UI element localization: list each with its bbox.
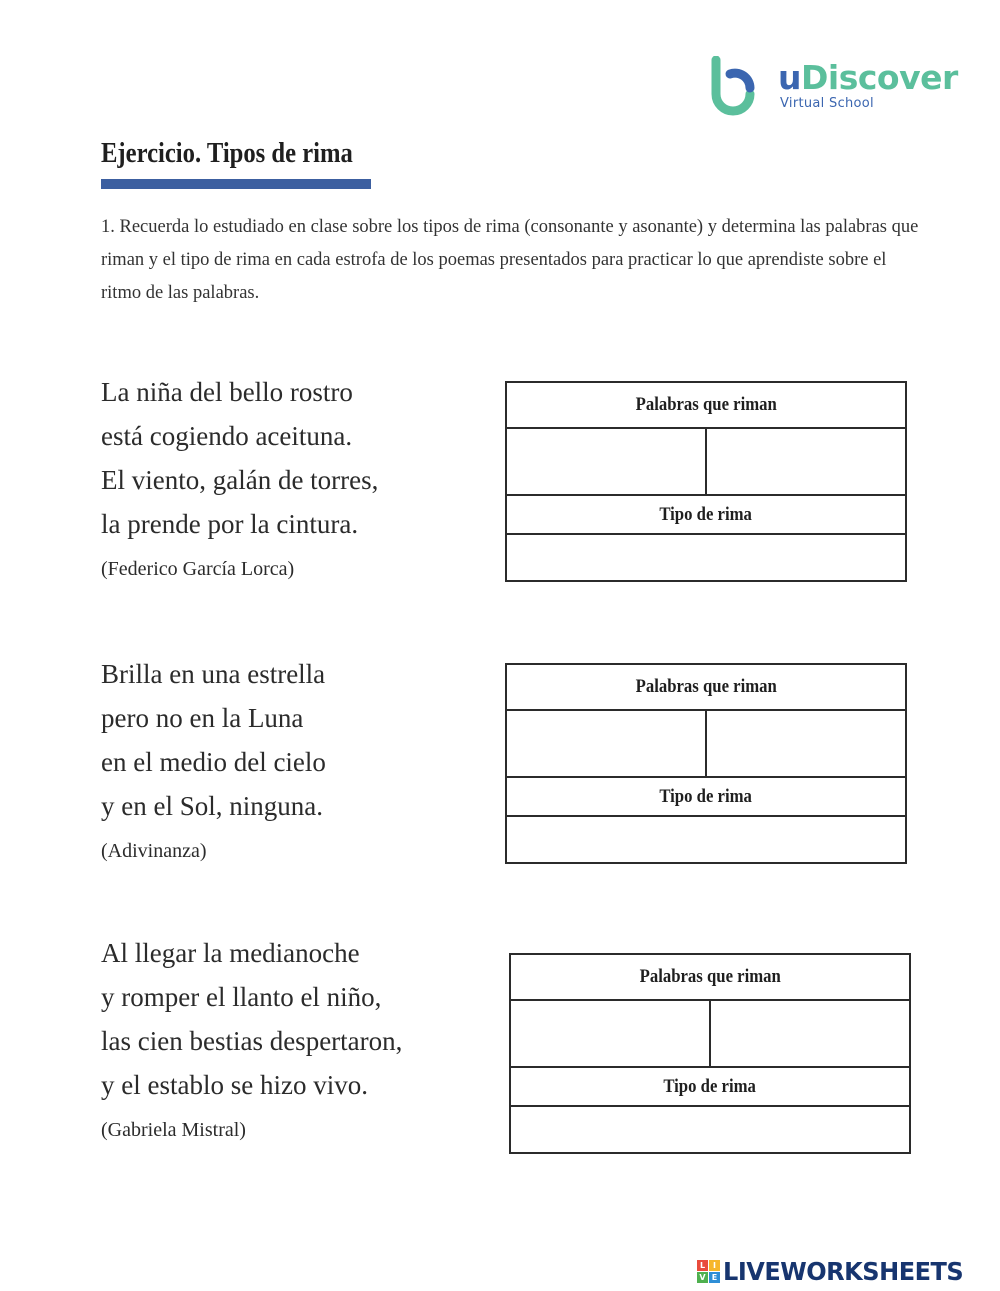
rhyming-words-header bbox=[511, 955, 909, 1001]
rhyme-box-1 bbox=[505, 381, 907, 582]
poem-line: la prende por la cintura. bbox=[101, 509, 359, 539]
liveworksheets-blocks-icon bbox=[697, 1260, 720, 1283]
poem-line: y en el Sol, ninguna. bbox=[101, 791, 323, 821]
title-underline bbox=[101, 179, 371, 189]
poem-line: pero no en la Luna bbox=[101, 703, 304, 733]
poem-line: Al llegar la medianoche bbox=[101, 938, 360, 968]
exercise-title: Ejercicio. Tipos de rima bbox=[101, 138, 353, 169]
rhyming-words-label: Palabras que riman bbox=[635, 394, 777, 415]
rhyme-type-header bbox=[511, 1068, 909, 1107]
poem-line: y romper el llanto el niño, bbox=[101, 982, 382, 1012]
rhyme-type-label: Tipo de rima bbox=[659, 503, 753, 525]
rhyme-type-header bbox=[507, 778, 905, 817]
brand-name-prefix: u bbox=[778, 58, 801, 97]
poem-line: y el establo se hizo vivo. bbox=[101, 1070, 368, 1100]
rhyming-words-label: Palabras que riman bbox=[635, 676, 777, 697]
poem-line: las cien bestias despertaron, bbox=[101, 1026, 403, 1056]
rhyming-words-header bbox=[507, 665, 905, 711]
rhyme-type-input[interactable] bbox=[507, 817, 905, 862]
rhyming-word-1-input[interactable] bbox=[511, 1001, 711, 1066]
logo-block: L bbox=[697, 1260, 708, 1271]
rhyming-words-row bbox=[507, 429, 905, 496]
rhyming-word-2-input[interactable] bbox=[707, 429, 905, 494]
liveworksheets-wordmark: LIVEWORKSHEETS bbox=[723, 1256, 964, 1286]
poem-line: El viento, galán de torres, bbox=[101, 465, 379, 495]
rhyme-type-header bbox=[507, 496, 905, 535]
rhyme-type-label: Tipo de rima bbox=[663, 1075, 757, 1097]
instructions: 1. Recuerda lo estudiado en clase sobre los tipos de rima (consonante y asonante) y determina las palabras que riman y el tipo de rima en cada estrofa de los poemas presentados para practicar lo que aprendiste sobre el ritmo de las palabras. bbox=[101, 217, 919, 303]
rhyming-word-1-input[interactable] bbox=[507, 711, 707, 776]
rhyme-type-label: Tipo de rima bbox=[659, 785, 753, 807]
rhyming-words-row bbox=[511, 1001, 909, 1068]
brand-name bbox=[778, 58, 958, 98]
logo-block: V bbox=[697, 1272, 708, 1283]
poem-1 bbox=[101, 370, 378, 582]
brand-subtitle: Virtual School bbox=[780, 96, 874, 111]
brand-name-rest: Discover bbox=[801, 58, 958, 97]
rhyming-word-2-input[interactable] bbox=[707, 711, 905, 776]
poem-3 bbox=[101, 931, 402, 1143]
poem-author: (Adivinanza) bbox=[101, 840, 207, 862]
poem-line: en el medio del cielo bbox=[101, 747, 326, 777]
poem-line: La niña del bello rostro bbox=[101, 377, 353, 407]
poem-line: Brilla en una estrella bbox=[101, 659, 326, 689]
rhyming-words-header bbox=[507, 383, 905, 429]
udiscover-logo-mark-icon bbox=[708, 56, 758, 118]
poem-author: (Gabriela Mistral) bbox=[101, 1119, 246, 1141]
rhyme-type-input[interactable] bbox=[511, 1107, 909, 1152]
rhyming-word-1-input[interactable] bbox=[507, 429, 707, 494]
poem-2 bbox=[101, 652, 326, 864]
rhyming-words-label: Palabras que riman bbox=[639, 966, 781, 987]
rhyming-words-row bbox=[507, 711, 905, 778]
logo-block: E bbox=[709, 1272, 720, 1283]
rhyming-word-2-input[interactable] bbox=[711, 1001, 909, 1066]
poem-author: (Federico García Lorca) bbox=[101, 558, 295, 580]
rhyme-box-3 bbox=[509, 953, 911, 1154]
rhyme-type-input[interactable] bbox=[507, 535, 905, 580]
poem-line: está cogiendo aceituna. bbox=[101, 421, 353, 451]
rhyme-box-2 bbox=[505, 663, 907, 864]
logo-block: I bbox=[709, 1260, 720, 1271]
udiscover-logo bbox=[708, 56, 958, 120]
liveworksheets-logo bbox=[697, 1256, 973, 1286]
